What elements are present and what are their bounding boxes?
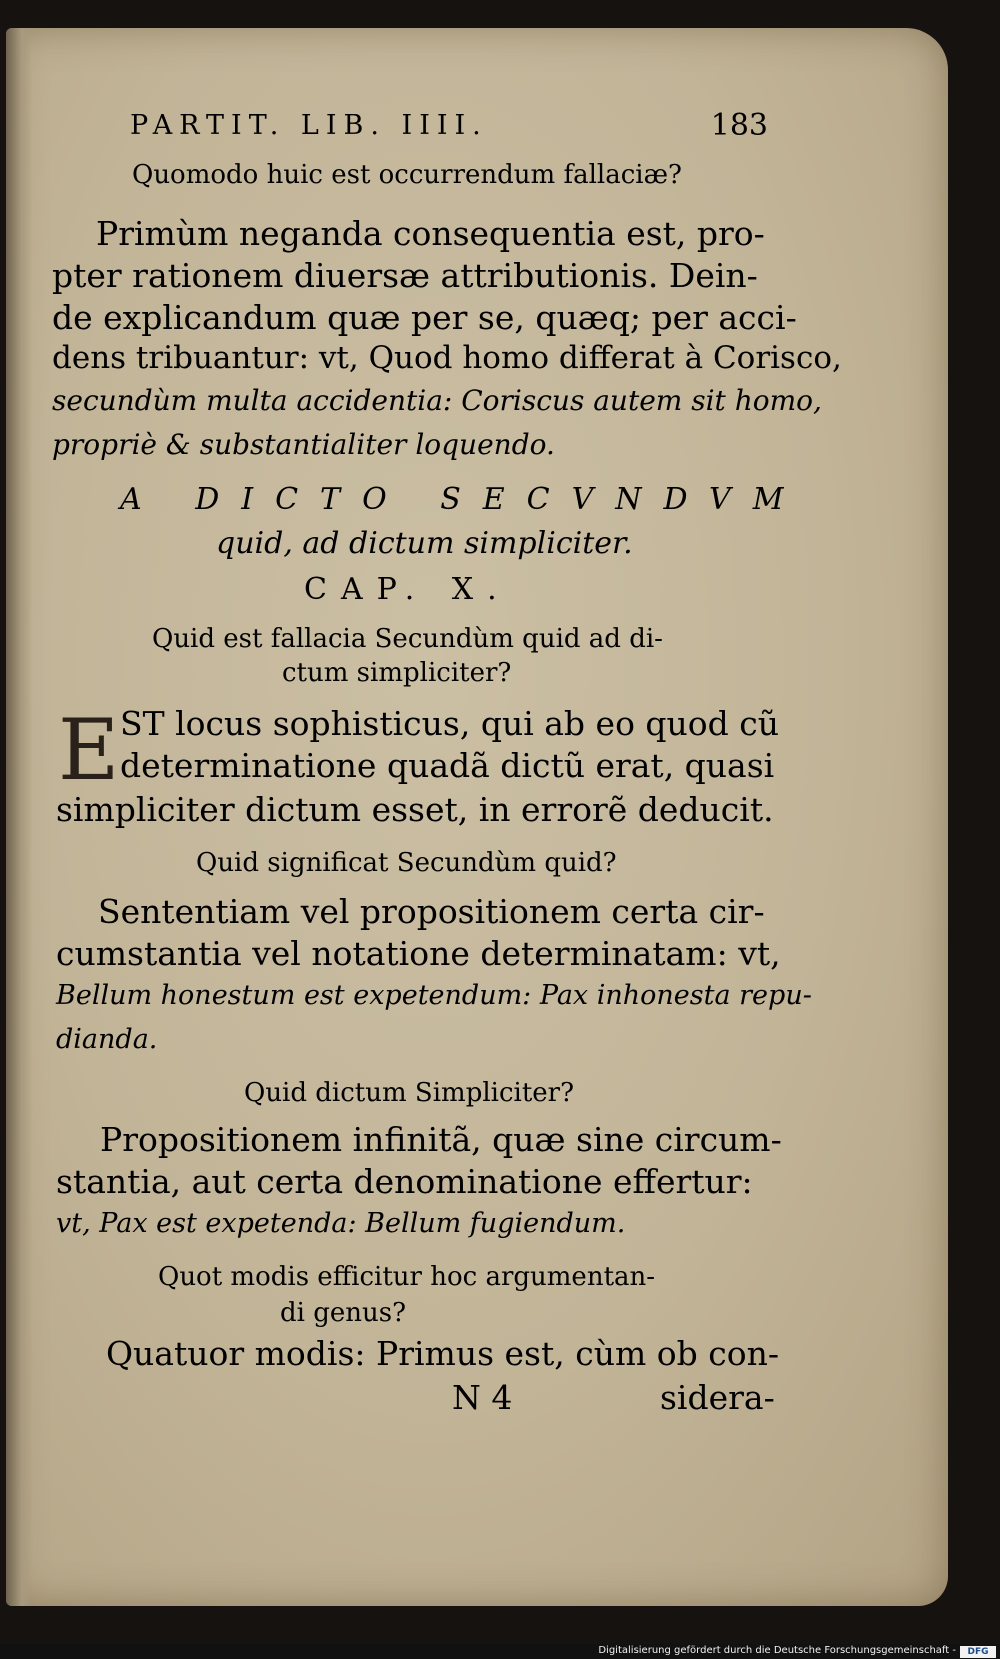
text-line: vt, Pax est expetenda: Bellum fugiendum. [56,1208,626,1239]
text-line: dianda. [56,1024,158,1055]
page-gutter-shadow [6,28,32,1606]
question-line: Quid dictum Simpliciter? [244,1078,575,1108]
signature-mark: N 4 [452,1378,513,1417]
text-line: stantia, aut certa denominatione effertur: [56,1162,753,1201]
question-line: Quid significat Secundùm quid? [196,848,617,878]
footer-credit: Digitalisierung gefördert durch die Deutsche Forschungsgemeinschaft - [598,1645,956,1656]
running-head: PARTIT. LIB. IIII. [130,110,488,141]
question-line: Quot modis efficitur hoc argumentan- [158,1262,656,1292]
chapter-number: CAP. X. [304,572,511,607]
text-line: propriè & substantialiter loquendo. [52,428,555,461]
text-line: ST locus sophisticus, qui ab eo quod cũ [120,704,780,743]
question-line: Quomodo huic est occurrendum fallaciæ? [132,160,682,190]
text-line: cumstantia vel notatione determinatam: vt, [56,934,781,973]
dfg-logo: DFG [960,1646,996,1658]
text-line: Propositionem infinitã, quæ sine circum- [100,1120,782,1159]
text-line: determinatione quadã dictũ erat, quasi [120,746,775,785]
question-line: ctum simpliciter? [282,658,512,688]
section-subheading: quid, ad dictum simpliciter. [216,526,633,561]
section-heading: A DICTO SECVNDVM [120,482,806,517]
drop-cap: E [58,701,120,799]
text-line: secundùm multa accidentia: Coriscus autem sit homo, [52,384,822,417]
question-line: di genus? [280,1298,407,1328]
text-line: Bellum honestum est expetendum: Pax inhonesta repu- [56,980,812,1011]
page-number: 183 [710,108,768,143]
catchword: sidera- [660,1378,775,1417]
text-line: de explicandum quæ per se, quæq; per acci- [52,298,797,337]
text-line: Primùm neganda consequentia est, pro- [96,214,765,253]
text-line: simpliciter dictum esset, in errorẽ deducit. [56,790,774,829]
text-line: Quatuor modis: Primus est, cùm ob con- [106,1334,779,1373]
text-line: dens tribuantur: vt, Quod homo differat à Corisco, [52,340,842,376]
text-line: Sententiam vel propositionem certa cir- [98,892,765,931]
question-line: Quid est fallacia Secundùm quid ad di- [152,624,663,654]
text-line: pter rationem diuersæ attributionis. Dein- [52,256,758,295]
